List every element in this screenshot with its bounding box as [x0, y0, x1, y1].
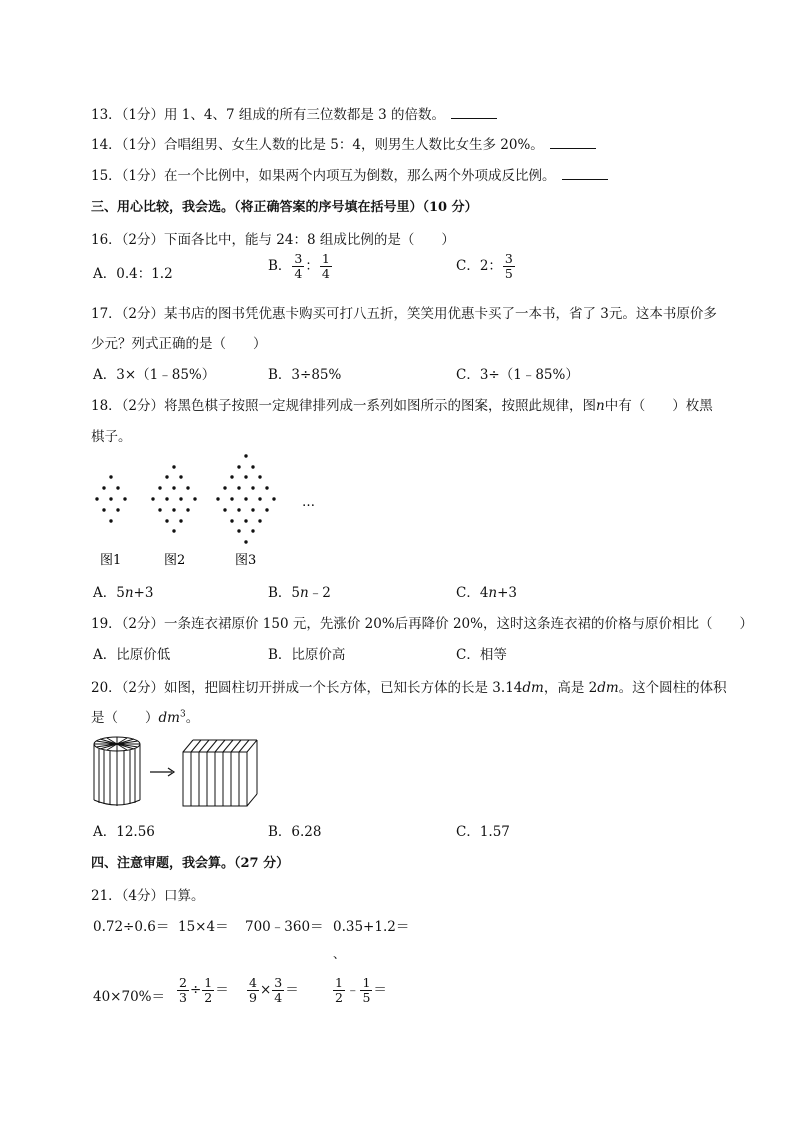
- q18-pattern-figure: [80, 440, 340, 575]
- oral-calc-4: 0.35+1.2＝: [333, 919, 410, 935]
- fraction: $\frac{4}{9}$: [249, 975, 257, 1005]
- q20-text-line2: 是（ ）$dm^3$。: [91, 709, 200, 726]
- fraction: $\frac{2}{3}$: [179, 975, 187, 1005]
- fraction: $\frac{3}{5}$: [504, 251, 513, 281]
- q16-option-b[interactable]: B． $\frac{3}{4}$ ： $\frac{1}{4}$: [268, 251, 330, 281]
- fraction: $\frac{3}{4}$: [274, 975, 283, 1005]
- figure-2-dots: [151, 465, 196, 532]
- q15-text: 15．（1分）在一个比例中，如果两个内项互为倒数，那么两个外项成反比例。: [91, 168, 556, 184]
- cylinder-diagram: [94, 737, 140, 806]
- q18-text-line2: 棋子。: [91, 429, 132, 445]
- stray-mark: 、: [333, 947, 346, 961]
- q15-answer-blank[interactable]: [562, 168, 608, 180]
- fraction: $\frac{1}{5}$: [362, 975, 371, 1005]
- q20-option-a[interactable]: A．12.56: [93, 824, 155, 840]
- figure-3-label: 图3: [235, 553, 257, 568]
- oral-calc-2: 15×4＝: [178, 919, 229, 935]
- q13-text: 13．（1分）用 1、4、7 组成的所有三位数都是 3 的倍数。: [91, 107, 446, 123]
- cuboid-diagram: [183, 740, 257, 806]
- q14-line: [91, 133, 596, 153]
- q20-cylinder-to-cuboid-figure: [88, 730, 278, 812]
- q18-option-c[interactable]: C．4n+3: [456, 585, 518, 601]
- oral-calc-6: $\frac{2}{3}$ ÷ $\frac{1}{2}$ ＝: [179, 975, 229, 1005]
- q21-text: 21．（4分）口算。: [91, 888, 205, 904]
- fraction: $\frac{1}{2}$: [204, 975, 213, 1005]
- fraction: $\frac{3}{4}$: [294, 251, 303, 281]
- section3-title: 三、用心比较，我会选。（将正确答案的序号填在括号里）（10 分）: [91, 200, 478, 215]
- q17-option-b[interactable]: B．3÷85%: [268, 367, 342, 383]
- fraction: $\frac{1}{2}$: [335, 975, 343, 1005]
- q19-text: 19．（2分）一条连衣裙原价 150 元，先涨价 20%后再降价 20%，这时这条连衣裙的价格与原价相比（ ）: [91, 616, 753, 632]
- q20-option-c[interactable]: C．1.57: [456, 824, 510, 840]
- pattern-ellipsis: …: [302, 495, 315, 510]
- q17-option-a[interactable]: A．3×（1﹣85%）: [93, 367, 216, 383]
- figure-2-label: 图2: [164, 553, 186, 568]
- q19-option-c[interactable]: C．相等: [456, 647, 507, 663]
- q20-text-line1: 20．（2分）如图，把圆柱切开拼成一个长方体，已知长方体的长是 3.14dm，高是 2dm。这个圆柱的体积: [91, 680, 727, 696]
- q19-option-b[interactable]: B．比原价高: [268, 647, 346, 663]
- oral-calc-1: 0.72÷0.6＝: [93, 919, 170, 935]
- oral-calc-5: 40×70%＝: [93, 989, 165, 1005]
- q18-text-line1: 18．（2分）将黑色棋子按照一定规律排列成一系列如图所示的图案，按照此规律，图n中有（ ）枚黑: [91, 398, 713, 414]
- oral-calc-8: $\frac{1}{2}$ ﹣ $\frac{1}{5}$ ＝: [335, 975, 387, 1005]
- q16-option-a[interactable]: A．0.4：1.2: [93, 266, 173, 282]
- q17-option-c[interactable]: C．3÷（1﹣85%）: [456, 367, 579, 383]
- q18-option-b[interactable]: B．5n﹣2: [268, 585, 331, 601]
- q13-answer-blank[interactable]: [451, 107, 497, 119]
- fraction: $\frac{1}{4}$: [321, 251, 330, 281]
- q19-option-a[interactable]: A．比原价低: [93, 647, 171, 663]
- q18-option-a[interactable]: A．5n+3: [93, 585, 154, 601]
- q16-text: 16．（2分）下面各比中，能与 24：8 组成比例的是（ ）: [91, 232, 455, 248]
- arrow-icon: [150, 768, 174, 776]
- oral-calc-7: $\frac{4}{9}$ × $\frac{3}{4}$ ＝: [249, 975, 299, 1005]
- q17-text-line2: 少元？列式正确的是（ ）: [91, 336, 267, 352]
- oral-calc-3: 700﹣360＝: [245, 919, 324, 935]
- q17-text-line1: 17．（2分）某书店的图书凭优惠卡购买可打八五折，笑笑用优惠卡买了一本书，省了 3元。这本书原价多: [91, 306, 717, 322]
- figure-3-dots: [216, 454, 275, 543]
- q15-line: [91, 164, 608, 184]
- q13-line: [91, 103, 497, 123]
- figure-1-label: 图1: [100, 553, 122, 568]
- q14-text: 14．（1分）合唱组男、女生人数的比是 5：4，则男生人数比女生多 20%。: [91, 137, 544, 153]
- q20-option-b[interactable]: B．6.28: [268, 824, 322, 840]
- figure-1-dots: [95, 475, 126, 522]
- q16-option-c[interactable]: C．2： $\frac{3}{5}$: [456, 251, 513, 281]
- q14-answer-blank[interactable]: [550, 137, 596, 149]
- section4-title: 四、注意审题，我会算。（27 分）: [91, 856, 290, 871]
